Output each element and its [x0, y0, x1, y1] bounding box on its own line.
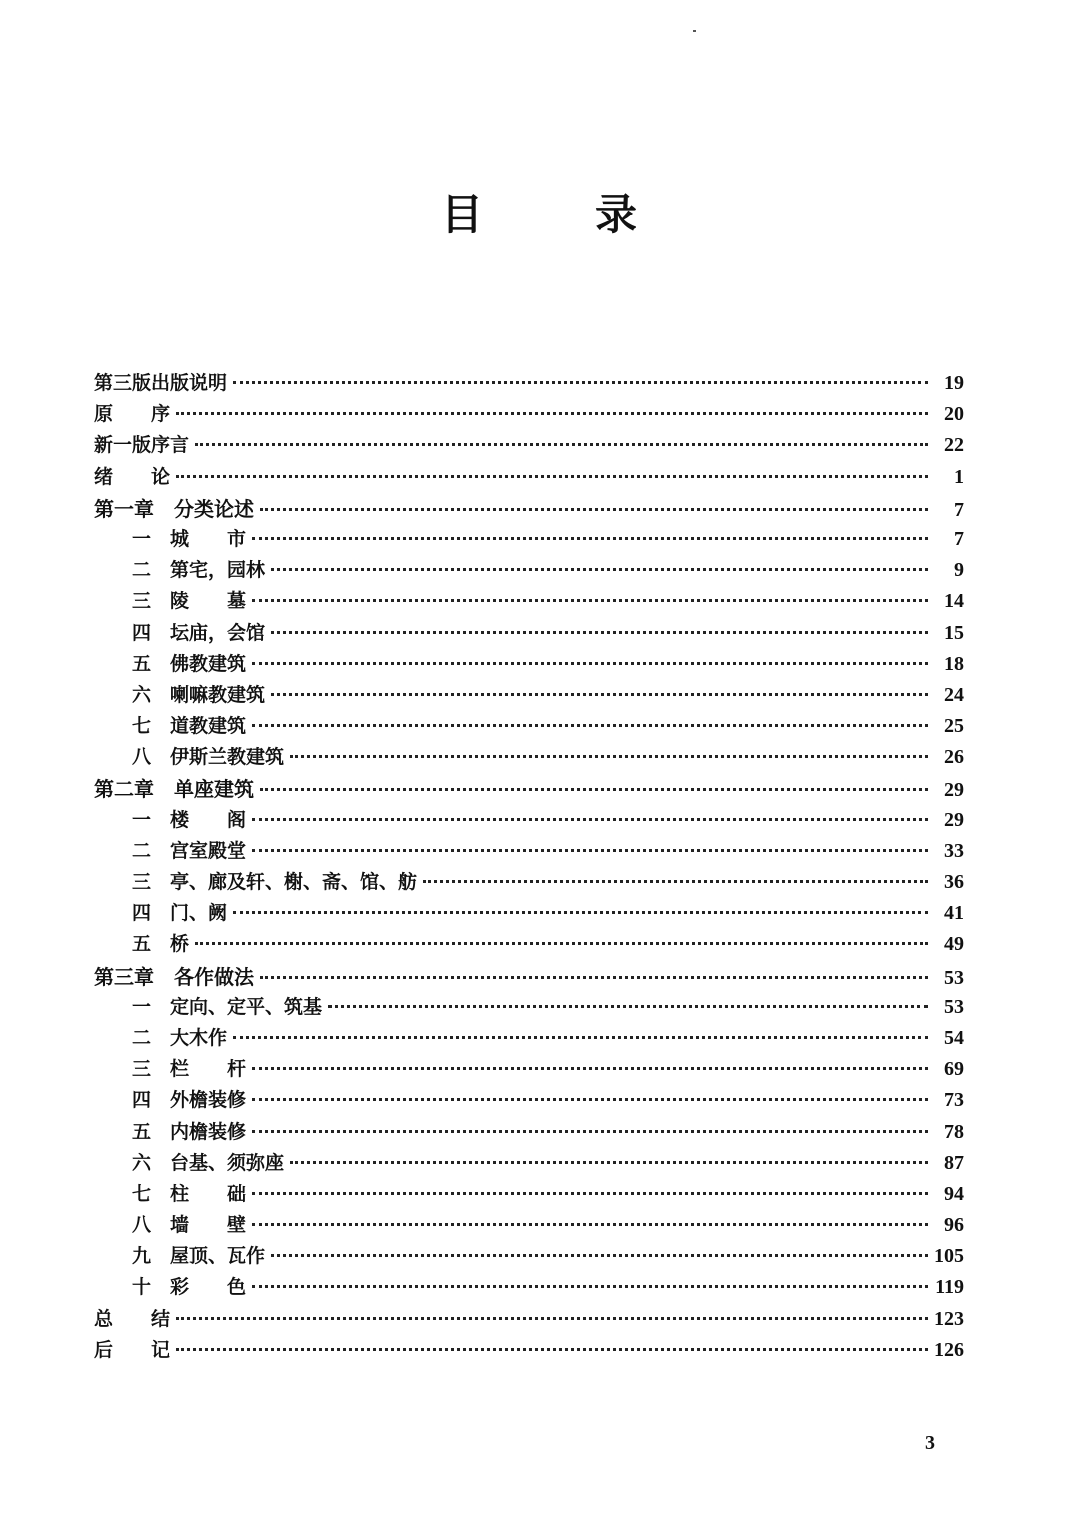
toc-entry-front-2[interactable]: [94, 399, 964, 430]
toc-entry-page: 41: [944, 902, 964, 925]
dot-leader: [252, 1067, 928, 1070]
toc-entry-page: 15: [944, 621, 964, 644]
toc-subentry-num: 一: [132, 995, 152, 1018]
toc-entry-front-3[interactable]: [94, 430, 964, 461]
toc-subentry-num: 八: [132, 1214, 152, 1237]
toc-entry-page: 49: [944, 933, 964, 956]
dot-leader: [271, 568, 928, 571]
page-number: 3: [925, 1432, 935, 1454]
toc-chapter-2[interactable]: [94, 773, 964, 804]
toc-entry-page: 36: [944, 871, 964, 893]
toc-subentry-num: 七: [132, 715, 152, 738]
toc-subentry-num: 六: [132, 683, 152, 706]
toc-subentry-num: 四: [132, 902, 152, 925]
toc-subentry-label: 大木作: [170, 1026, 228, 1049]
toc-entry-page: 25: [944, 715, 964, 738]
toc-subentry[interactable]: [94, 680, 964, 711]
dot-leader: [252, 662, 928, 665]
toc-subentry-label: 外檐装修: [170, 1089, 247, 1112]
toc-subentry-num: 二: [132, 559, 152, 582]
toc-subentry-label: 栏 杆: [170, 1058, 247, 1081]
table-of-contents: [94, 368, 964, 1366]
toc-entry-label: 新一版序言: [94, 434, 190, 457]
dot-leader: [260, 788, 928, 791]
toc-subentry-label: 彩 色: [170, 1276, 247, 1299]
toc-subentry[interactable]: [94, 1148, 964, 1179]
dot-leader: [252, 1223, 928, 1226]
toc-entry-page: 18: [944, 652, 964, 675]
dot-leader: [271, 693, 928, 696]
toc-subentry-num: 十: [132, 1276, 152, 1299]
toc-subentry[interactable]: [94, 618, 964, 649]
toc-entry-page: 9: [954, 559, 964, 582]
toc-chapter-label: 第三章 各作做法: [94, 964, 254, 989]
toc-subentry-num: 五: [132, 933, 152, 956]
toc-entry-page: 7: [954, 527, 964, 550]
toc-subentry-num: 三: [132, 1058, 152, 1081]
dot-leader: [252, 818, 928, 821]
dot-leader: [195, 443, 928, 446]
toc-entry-page: 78: [944, 1120, 964, 1143]
toc-subentry-label: 城 市: [170, 527, 247, 550]
dot-leader: [195, 942, 928, 945]
dot-leader: [252, 1192, 928, 1195]
toc-subentry[interactable]: [94, 867, 964, 898]
dot-leader: [252, 724, 928, 727]
toc-subentry[interactable]: [94, 1054, 964, 1085]
toc-entry-label: 绪 论: [94, 465, 171, 488]
toc-entry-page: 7: [954, 498, 964, 521]
toc-entry-page: 19: [944, 372, 964, 394]
toc-entry-page: 123: [934, 1307, 964, 1330]
toc-chapter-3[interactable]: [94, 961, 964, 992]
toc-subentry-num: 二: [132, 839, 152, 862]
toc-entry-page: 54: [944, 1026, 964, 1049]
dot-leader: [271, 631, 928, 634]
toc-entry-page: 53: [944, 966, 964, 989]
toc-entry-label: 后 记: [94, 1338, 171, 1361]
toc-subentry-num: 一: [132, 527, 152, 550]
dot-leader: [233, 911, 928, 914]
toc-subentry-label: 伊斯兰教建筑: [170, 746, 285, 769]
toc-subentry-label: 道教建筑: [170, 715, 247, 738]
dot-leader: [233, 1036, 928, 1039]
toc-subentry-label: 门、阙: [170, 902, 228, 925]
toc-subentry[interactable]: [94, 1117, 964, 1148]
dot-leader: [176, 1317, 928, 1320]
toc-entry-front-1[interactable]: [94, 368, 964, 399]
toc-subentry[interactable]: [94, 1241, 964, 1272]
toc-subentry-num: 三: [132, 871, 152, 893]
toc-subentry[interactable]: [94, 805, 964, 836]
toc-subentry-num: 四: [132, 1089, 152, 1112]
toc-entry-back-1[interactable]: [94, 1304, 964, 1335]
toc-subentry[interactable]: [94, 586, 964, 617]
toc-subentry-label: 柱 础: [170, 1182, 247, 1205]
toc-chapter-label: 第二章 单座建筑: [94, 777, 254, 802]
toc-entry-page: 29: [944, 808, 964, 831]
toc-subentry[interactable]: [94, 1085, 964, 1116]
toc-subentry-label: 陵 墓: [170, 590, 247, 613]
dot-leader: [252, 849, 928, 852]
toc-subentry-label: 宫室殿堂: [170, 839, 247, 862]
toc-subentry[interactable]: [94, 555, 964, 586]
toc-subentry-num: 二: [132, 1026, 152, 1049]
toc-subentry[interactable]: [94, 711, 964, 742]
toc-subentry-num: 八: [132, 746, 152, 769]
dot-leader: [328, 1005, 928, 1008]
toc-subentry[interactable]: [94, 1179, 964, 1210]
toc-entry-page: 126: [934, 1338, 964, 1361]
page-title: [0, 182, 1080, 242]
dot-leader: [176, 475, 928, 478]
toc-subentry-num: 五: [132, 1120, 152, 1143]
toc-subentry-label: 亭、廊及轩、榭、斋、馆、舫: [170, 871, 418, 893]
toc-subentry-num: 三: [132, 590, 152, 613]
dot-leader: [260, 976, 928, 979]
toc-entry-page: 29: [944, 779, 964, 802]
toc-entry-page: 24: [944, 683, 964, 706]
toc-subentry-label: 内檐装修: [170, 1120, 247, 1143]
dot-leader: [423, 880, 928, 883]
toc-entry-page: 69: [944, 1058, 964, 1081]
dot-leader: [233, 381, 928, 384]
toc-subentry[interactable]: [94, 649, 964, 680]
title-char-1: 目: [440, 190, 485, 239]
toc-subentry-label: 楼 阁: [170, 808, 247, 831]
dot-leader: [252, 1130, 928, 1133]
toc-subentry-label: 屋顶、瓦作: [170, 1245, 266, 1268]
toc-entry-label: 第三版出版说明: [94, 372, 228, 394]
toc-subentry[interactable]: [94, 742, 964, 773]
toc-subentry[interactable]: [94, 992, 964, 1023]
toc-subentry[interactable]: [94, 836, 964, 867]
toc-entry-page: 53: [944, 995, 964, 1018]
toc-subentry-num: 六: [132, 1151, 152, 1174]
toc-entry-front-4[interactable]: [94, 462, 964, 493]
toc-entry-page: 20: [944, 403, 964, 426]
title-char-2: 录: [595, 190, 640, 239]
toc-entry-page: 105: [934, 1245, 964, 1268]
toc-subentry-num: 七: [132, 1182, 152, 1205]
toc-subentry-label: 桥: [170, 933, 190, 956]
toc-entry-page: 14: [944, 590, 964, 613]
toc-entry-page: 73: [944, 1089, 964, 1112]
toc-subentry-label: 喇嘛教建筑: [170, 683, 266, 706]
dot-leader: [252, 1098, 928, 1101]
toc-subentry[interactable]: [94, 929, 964, 960]
toc-subentry-label: 台基、须弥座: [170, 1151, 285, 1174]
dot-leader: [271, 1254, 928, 1257]
toc-entry-page: 94: [944, 1182, 964, 1205]
toc-subentry-num: 九: [132, 1245, 152, 1268]
toc-subentry[interactable]: [94, 524, 964, 555]
dot-leader: [252, 1285, 928, 1288]
toc-chapter-1[interactable]: [94, 493, 964, 524]
toc-subentry[interactable]: [94, 1023, 964, 1054]
dot-leader: [260, 508, 928, 511]
toc-subentry-label: 坛庙，会馆: [170, 621, 266, 644]
toc-entry-page: 26: [944, 746, 964, 769]
dot-leader: [252, 599, 928, 602]
toc-subentry[interactable]: [94, 1272, 964, 1303]
toc-subentry[interactable]: [94, 898, 964, 929]
dot-leader: [290, 1161, 928, 1164]
toc-entry-page: 96: [944, 1214, 964, 1237]
toc-entry-page: 22: [944, 434, 964, 457]
dot-leader: [290, 755, 928, 758]
toc-chapter-label: 第一章 分类论述: [94, 496, 254, 521]
dot-leader: [252, 537, 928, 540]
toc-subentry-label: 第宅，园林: [170, 559, 266, 582]
toc-entry-back-2[interactable]: [94, 1335, 964, 1366]
toc-subentry-num: 四: [132, 621, 152, 644]
toc-entry-page: 1: [954, 465, 964, 488]
dot-leader: [176, 1348, 928, 1351]
dot-leader: [176, 412, 928, 415]
toc-subentry-num: 一: [132, 808, 152, 831]
toc-subentry-label: 佛教建筑: [170, 652, 247, 675]
toc-entry-page: 87: [944, 1151, 964, 1174]
scan-speck: [693, 30, 696, 32]
toc-subentry-label: 墙 壁: [170, 1214, 247, 1237]
toc-subentry-num: 五: [132, 652, 152, 675]
toc-entry-label: 原 序: [94, 403, 171, 426]
toc-subentry-label: 定向、定平、筑基: [170, 995, 323, 1018]
toc-subentry[interactable]: [94, 1210, 964, 1241]
toc-entry-page: 119: [935, 1276, 964, 1299]
toc-entry-page: 33: [944, 839, 964, 862]
toc-entry-label: 总 结: [94, 1307, 171, 1330]
